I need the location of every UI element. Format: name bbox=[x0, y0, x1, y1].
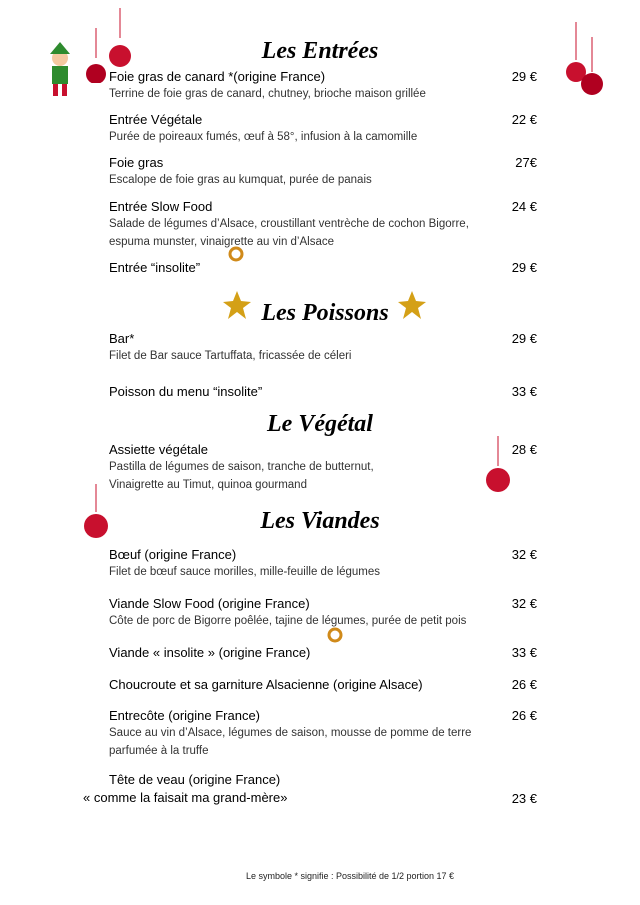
menu-item bbox=[109, 676, 537, 694]
item-description: Terrine de foie gras de canard, chutney, brioche maison grillée bbox=[109, 88, 426, 100]
item-name: Assiette végétale bbox=[109, 442, 209, 457]
item-name: Viande « insolite » (origine France) bbox=[109, 645, 311, 660]
item-description: Côte de porc de Bigorre poêlée, tajine de légumes, purée de petit pois bbox=[109, 615, 467, 627]
item-name: Foie gras de canard *(origine France) bbox=[109, 69, 326, 84]
menu-item bbox=[109, 644, 537, 662]
section-title: Les Viandes bbox=[260, 508, 380, 534]
item-price: 29 € bbox=[511, 69, 537, 84]
item-description: espuma munster, vinaigrette au vin d’Alsace bbox=[109, 235, 335, 248]
item-price: 29 € bbox=[511, 260, 537, 275]
menu-item bbox=[109, 383, 537, 401]
menu-item bbox=[109, 198, 537, 251]
menu-item bbox=[109, 595, 537, 631]
item-name: Foie gras bbox=[109, 155, 164, 170]
menu-item bbox=[83, 771, 537, 807]
item-name: Choucroute et sa garniture Alsacienne (origine Alsace) bbox=[109, 677, 423, 692]
item-name: Entrée “insolite” bbox=[109, 260, 201, 275]
menu-item bbox=[109, 154, 537, 190]
menu-item bbox=[109, 111, 537, 147]
item-price: 33 € bbox=[511, 645, 537, 660]
section-title: Le Végétal bbox=[267, 411, 373, 437]
item-description: Escalope de foie gras au kumquat, purée de panais bbox=[109, 174, 372, 186]
item-name: Viande Slow Food (origine France) bbox=[109, 596, 310, 611]
item-name: Entrecôte (origine France) bbox=[109, 708, 261, 723]
menu-item bbox=[109, 441, 537, 494]
item-price: 32 € bbox=[511, 596, 537, 611]
item-name: Bar* bbox=[109, 331, 135, 346]
item-description: parfumée à la truffe bbox=[109, 744, 209, 757]
item-price: 27€ bbox=[515, 155, 537, 170]
section-title: Les Entrées bbox=[261, 38, 379, 64]
item-price: 29 € bbox=[511, 331, 537, 346]
item-name: Poisson du menu “insolite” bbox=[109, 384, 263, 399]
item-description: Salade de légumes d’Alsace, croustillant ventrèche de cochon Bigorre, bbox=[109, 218, 469, 230]
item-price: 26 € bbox=[511, 708, 537, 723]
item-name: Entrée Végétale bbox=[109, 112, 203, 127]
item-subtitle: « comme la faisait ma grand-mère» bbox=[83, 790, 288, 805]
item-price: 32 € bbox=[511, 547, 537, 562]
menu-item bbox=[109, 707, 537, 760]
item-name: Bœuf (origine France) bbox=[109, 547, 237, 562]
section-title: Les Poissons bbox=[261, 300, 389, 326]
menu-item bbox=[109, 330, 537, 366]
item-description: Vinaigrette au Timut, quinoa gourmand bbox=[109, 478, 307, 491]
item-name: Tête de veau (origine France) bbox=[109, 772, 281, 787]
menu-item bbox=[109, 546, 537, 582]
item-price: 23 € bbox=[511, 791, 537, 806]
item-name: Entrée Slow Food bbox=[109, 199, 213, 214]
menu-item bbox=[109, 259, 537, 277]
item-price: 28 € bbox=[511, 442, 537, 457]
item-price: 24 € bbox=[511, 199, 537, 214]
item-description: Filet de Bar sauce Tartuffata, fricassée de céleri bbox=[109, 350, 352, 362]
item-price: 22 € bbox=[511, 112, 537, 127]
item-description: Filet de bœuf sauce morilles, mille-feuille de légumes bbox=[109, 566, 380, 578]
item-description: Pastilla de légumes de saison, tranche de butternut, bbox=[109, 461, 374, 473]
footer-note: Le symbole * signifie : Possibilité de 1/2 portion 17 € bbox=[245, 871, 455, 881]
item-price: 33 € bbox=[511, 384, 537, 399]
item-description: Sauce au vin d’Alsace, légumes de saison, mousse de pomme de terre bbox=[109, 727, 472, 739]
item-description: Purée de poireaux fumés, œuf à 58°, infusion à la camomille bbox=[109, 131, 418, 143]
item-price: 26 € bbox=[511, 677, 537, 692]
menu-item bbox=[109, 68, 537, 104]
